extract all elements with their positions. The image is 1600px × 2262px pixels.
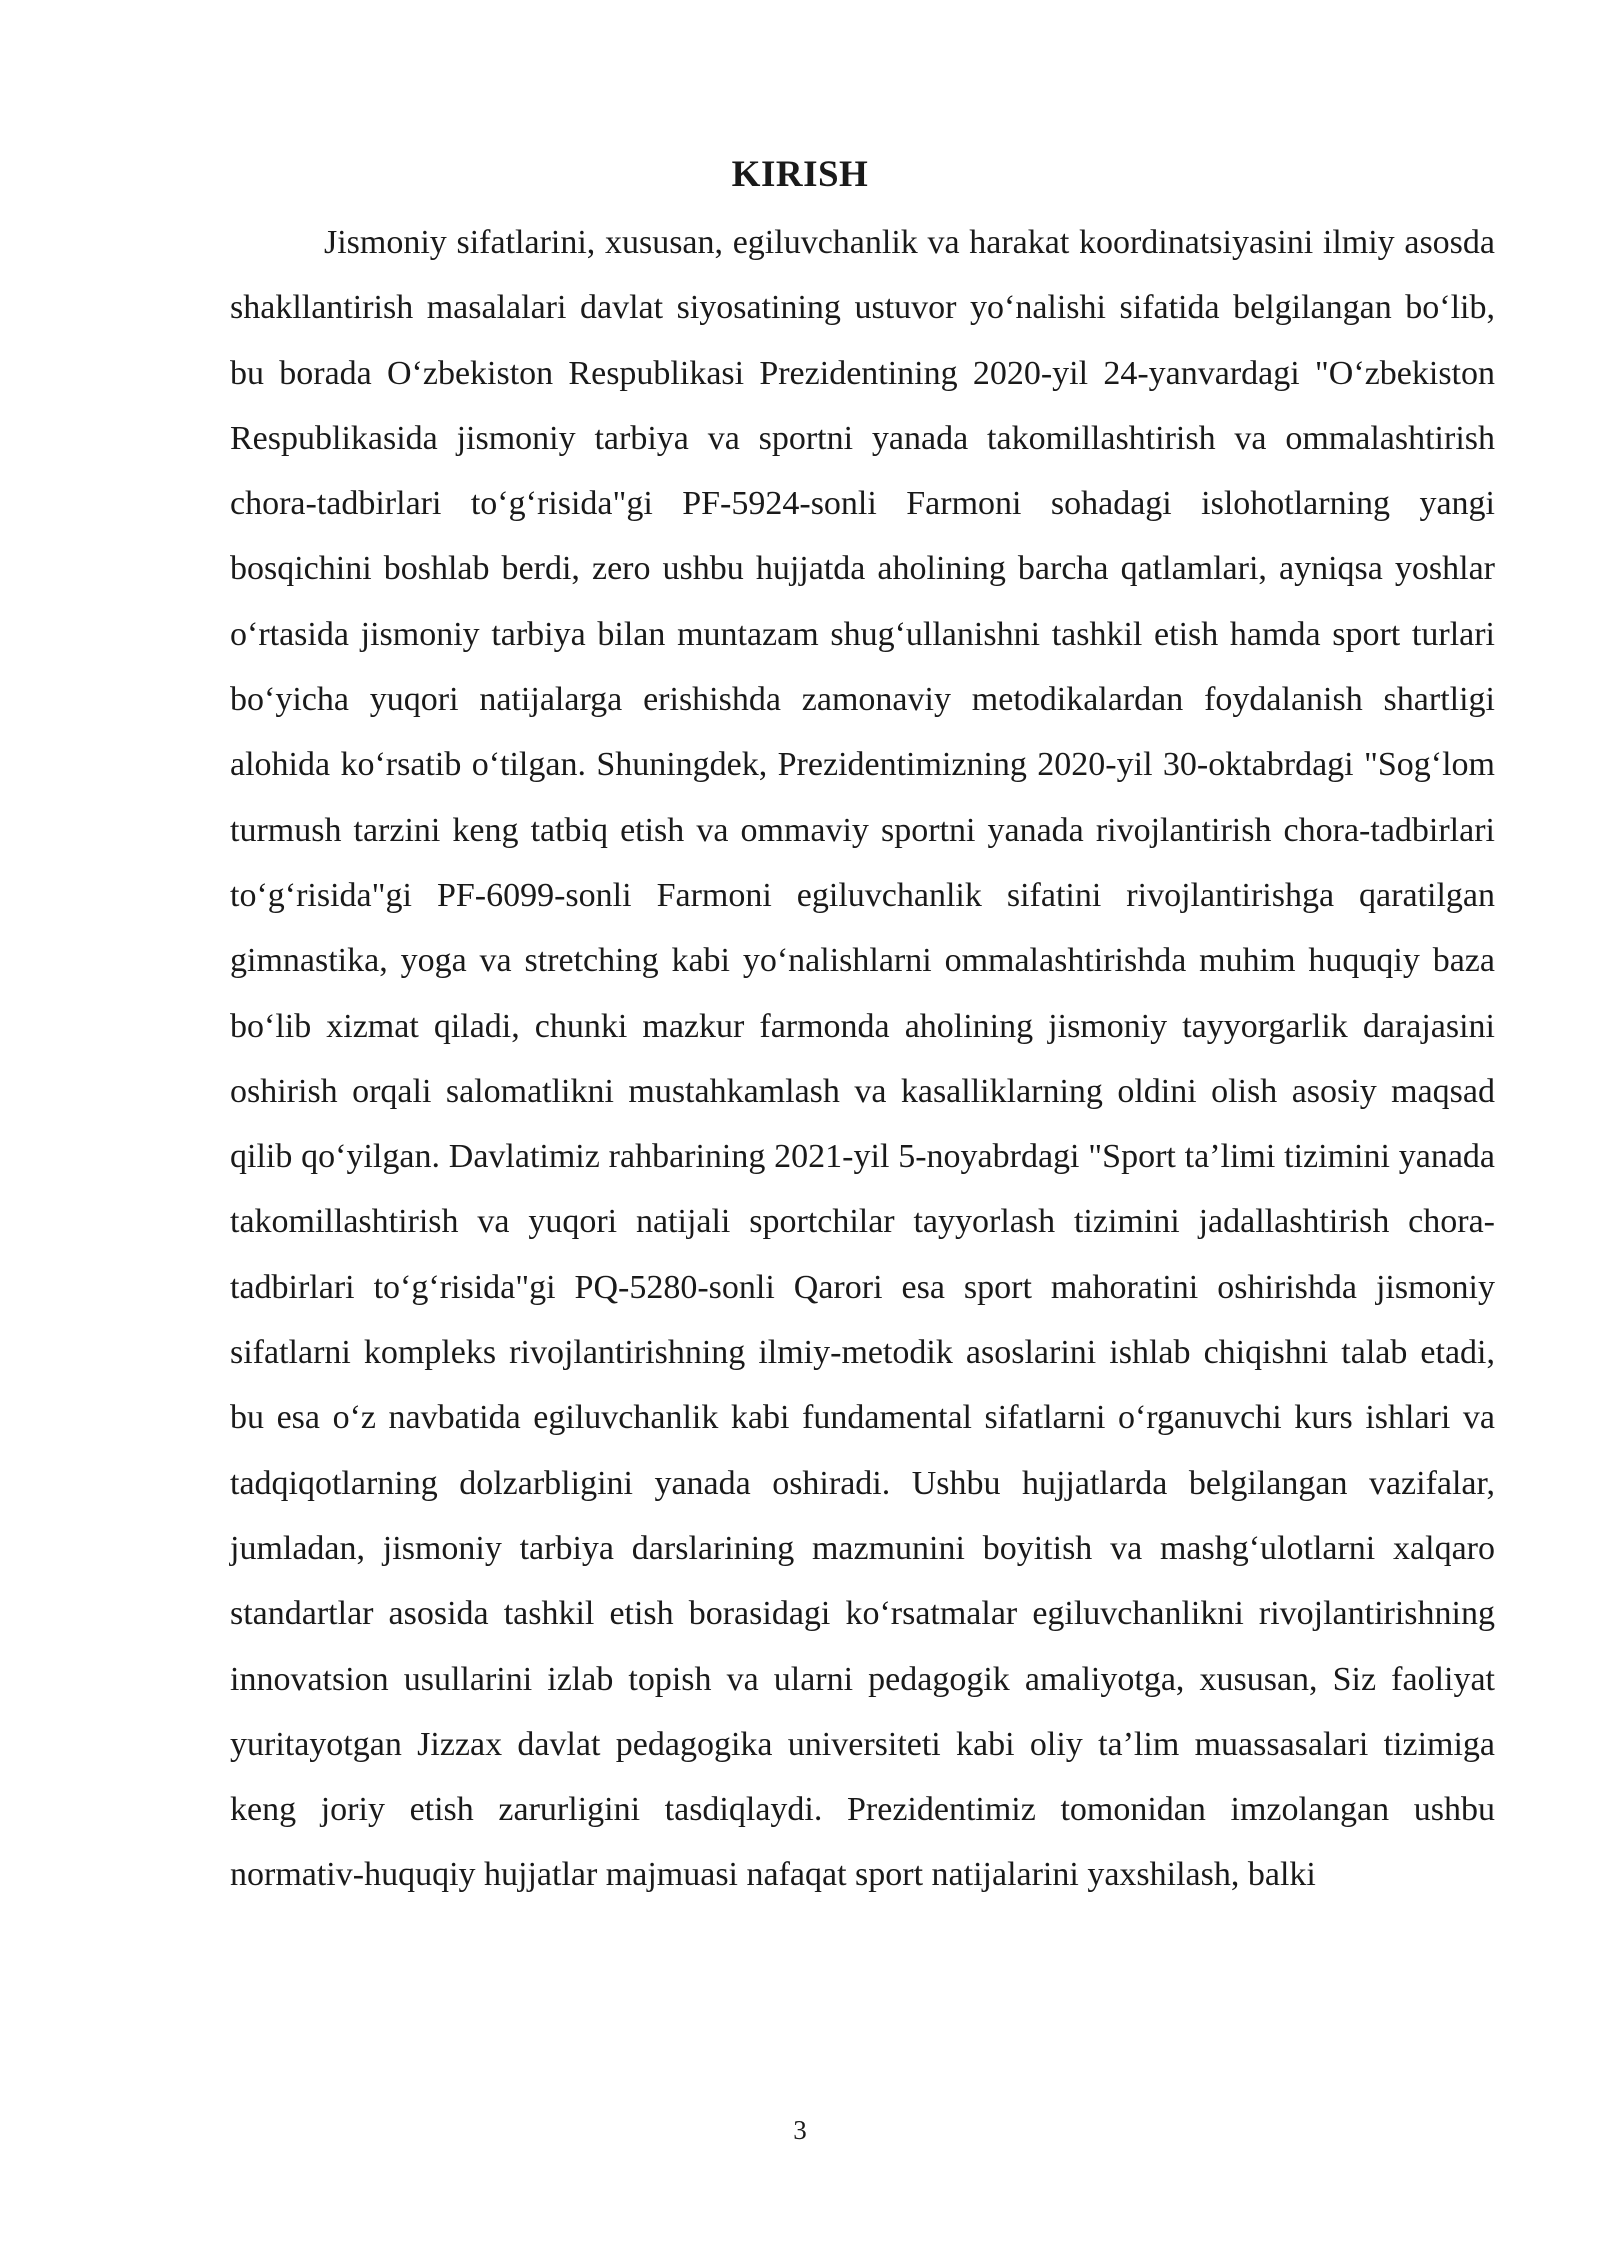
section-heading: KIRISH [731, 154, 869, 195]
body-paragraph: Jismoniy sifatlarini, xususan, egiluvchanlik va harakat koordinatsiyasini ilmiy asosda shakllantirish masalalari davlat siyosatining ustuvor yo‘nalishi sifatida belgilangan bo‘lib, bu borada O‘zbekiston Respublikasi Prezidentining 2020-yil 24-yanvardagi "O‘zbekiston Respublikasida jismoniy tarbiya va sportni yanada takomillashtirish va ommalashtirish chora-tadbirlari to‘g‘risida"gi PF-5924-sonli Farmoni sohadagi islohotlarning yangi bosqichini boshlab berdi, zero ushbu hujjatda aholining barcha qatlamlari, ayniqsa yoshlar o‘rtasida jismoniy tarbiya bilan muntazam shug‘ullanishni tashkil etish hamda sport turlari bo‘yicha yuqori natijalarga erishishda zamonaviy metodikalardan foydalanish shartligi alohida ko‘rsatib o‘tilgan. Shuningdek, Prezidentimizning 2020-yil 30-oktabrdagi "Sog‘lom turmush tarzini keng tatbiq etish va ommaviy sportni yanada rivojlantirish chora-tadbirlari to‘g‘risida"gi PF-6099-sonli Farmoni egiluvchanlik sifatini rivojlantirishga qaratilgan gimnastika, yoga va stretching kabi yo‘nalishlarni ommalashtirishda muhim huquqiy baza bo‘lib xizmat qiladi, chunki mazkur farmonda aholining jismoniy tayyorgarlik darajasini oshirish orqali salomatlikni mustahkamlash va kasalliklarning oldini olish asosiy maqsad qilib qo‘yilgan. Davlatimiz rahbarining 2021-yil 5-noyabrdagi "Sport ta’limi tizimini yanada takomillashtirish va yuqori natijali sportchilar tayyorlash tizimini jadallashtirish chora-tadbirlari to‘g‘risida"gi PQ-5280-sonli Qarori esa sport mahoratini oshirishda jismoniy sifatlarni kompleks rivojlantirishning ilmiy-metodik asoslarini ishlab chiqishni talab etadi, bu esa o‘z navbatida egiluvchanlik kabi fundamental sifatlarni o‘rganuvchi kurs ishlari va tadqiqotlarning dolzarbligini yanada oshiradi. Ushbu hujjatlarda belgilangan vazifalar, jumladan, jismoniy tarbiya darslarining mazmunini boyitish va mashg‘ulotlarni xalqaro standartlar asosida tashkil etish borasidagi ko‘rsatmalar egiluvchanlikni rivojlantirishning innovatsion usullarini izlab topish va ularni pedagogik amaliyotga, xususan, Siz faoliyat yuritayotgan Jizzax davlat pedagogika universiteti kabi oliy ta’lim muassasalari tizimiga keng joriy etish zarurligini tasdiqlaydi. Prezidentimiz tomonidan imzolangan ushbu normativ-huquqiy hujjatlar majmuasi nafaqat sport natijalarini yaxshilash, balki [230, 224, 1495, 1894]
page-number: 3 [793, 2115, 807, 2145]
